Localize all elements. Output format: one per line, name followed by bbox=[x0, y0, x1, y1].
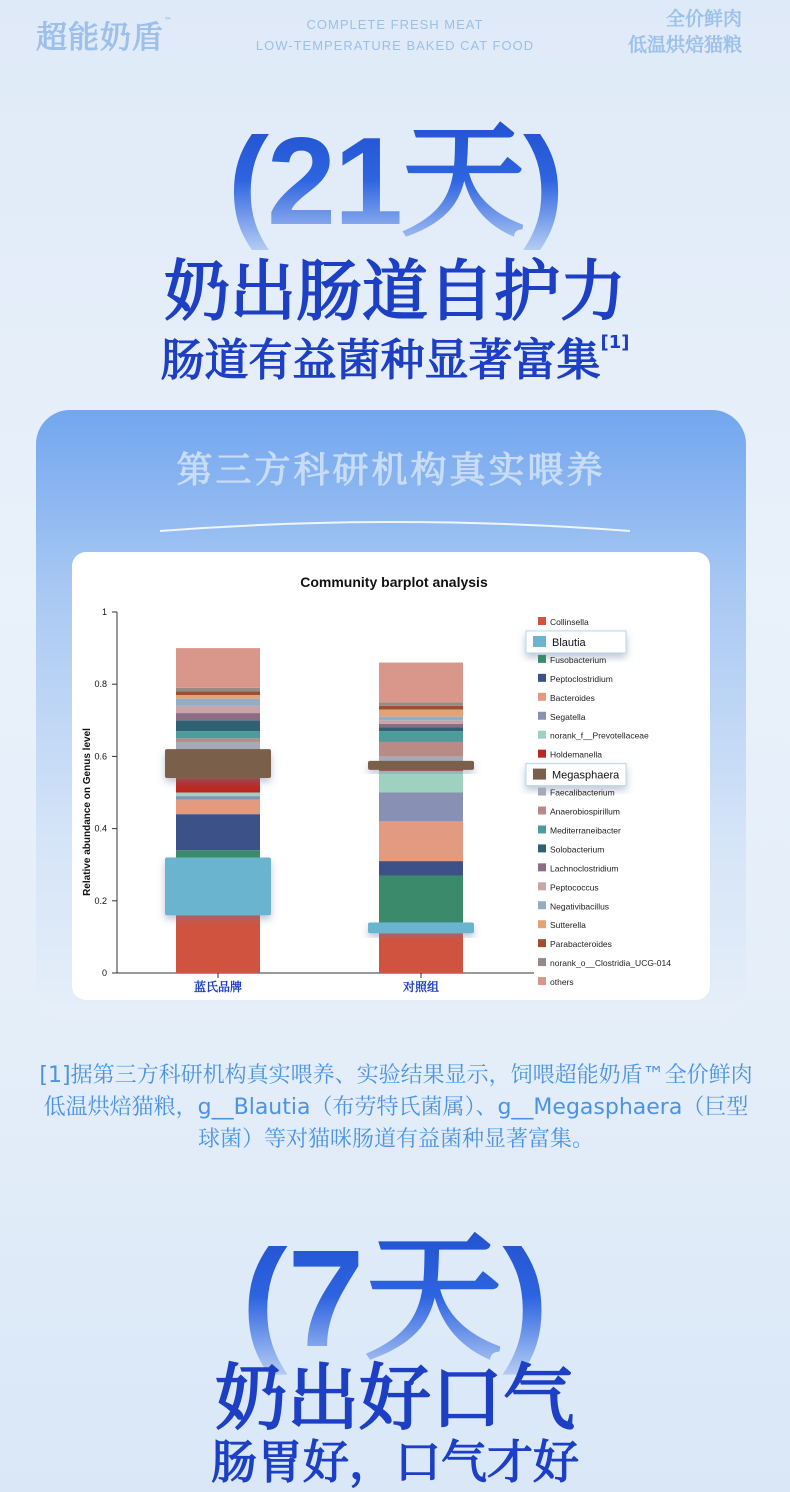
legend-label-solobacterium: Solobacterium bbox=[550, 844, 605, 855]
tagline-cn bbox=[628, 6, 742, 58]
brand-name: 超能奶盾 bbox=[36, 20, 164, 56]
bar-segment-collinsella bbox=[176, 915, 260, 973]
y-axis-label: Relative abundance on Genus level bbox=[82, 728, 93, 896]
legend-label-megasphaera: Megasphaera bbox=[552, 769, 620, 782]
tagline-en bbox=[230, 14, 560, 56]
brand-tm: ™ bbox=[164, 16, 173, 25]
bar-segment-lachnoclostridium bbox=[379, 724, 463, 728]
bar-segment-negativibacillus bbox=[176, 699, 260, 706]
legend-swatch-megasphaera bbox=[533, 769, 546, 780]
bar-segment-collinsella bbox=[379, 933, 463, 973]
bar-segment-solobacterium bbox=[379, 728, 463, 732]
bar-segment-lachnoclostridium bbox=[176, 713, 260, 720]
bar-segment-peptococcus bbox=[176, 706, 260, 713]
bar-segment-peptoclostridium bbox=[176, 814, 260, 850]
section2-headline: 奶出好口气 bbox=[214, 1356, 575, 1440]
legend-swatch-solobacterium bbox=[538, 844, 546, 852]
legend-label-peptococcus: Peptococcus bbox=[550, 882, 599, 893]
x-category-label: 对照组 bbox=[402, 980, 440, 994]
bar-segment-negativibacillus bbox=[379, 717, 463, 721]
days-7-heading: (7天) bbox=[0, 1188, 790, 1386]
bar-segment-peptoclostridium bbox=[379, 861, 463, 875]
subheadline-text: 肠道有益菌种显著富集 bbox=[160, 335, 601, 386]
y-tick-label: 1 bbox=[101, 607, 107, 617]
tagline-en-line2: LOW-TEMPERATURE BAKED CAT FOOD bbox=[255, 38, 535, 53]
legend-swatch-fusobacterium bbox=[538, 655, 546, 663]
highlight-segment-blautia bbox=[165, 857, 271, 915]
chart-title: Community barplot analysis bbox=[300, 574, 488, 590]
bar-segment-bacteroides bbox=[379, 821, 463, 861]
reference-mark: [1] bbox=[600, 332, 630, 353]
y-tick-label: 0.2 bbox=[94, 895, 107, 906]
bar-segment-norank-o-clostridia-ucg-014 bbox=[379, 702, 463, 706]
legend-swatch-norank-f-prevotellaceae bbox=[538, 731, 546, 739]
bar-segment-anaerobiospirillum bbox=[176, 738, 260, 742]
tagline-en-line1: COMPLETE FRESH MEAT bbox=[306, 17, 484, 32]
bar-segment-peptococcus bbox=[379, 720, 463, 724]
legend-swatch-peptococcus bbox=[538, 882, 546, 890]
y-tick-label: 0 bbox=[101, 968, 107, 978]
legend-label-parabacteroides: Parabacteroides bbox=[550, 939, 612, 950]
bar-segment-sutterella bbox=[176, 695, 260, 699]
bar-segment-mediterraneibacter bbox=[176, 731, 260, 738]
bar-segment-others bbox=[176, 648, 260, 688]
legend-label-peptoclostridium: Peptoclostridium bbox=[550, 673, 613, 684]
legend-label-anaerobiospirillum: Anaerobiospirillum bbox=[550, 806, 620, 817]
chart-card bbox=[72, 552, 710, 1000]
legend-swatch-others bbox=[538, 977, 546, 985]
bar-segment-holdemanella bbox=[176, 778, 260, 792]
bar-segment-parabacteroides bbox=[176, 691, 260, 695]
legend-swatch-peptoclostridium bbox=[538, 674, 546, 682]
section2-subheadline: 肠胃好，口气才好 bbox=[211, 1435, 579, 1489]
tagline-cn-line2: 低温烘焙猫粮 bbox=[627, 34, 742, 56]
legend-swatch-holdemanella bbox=[538, 750, 546, 758]
bar-segment-norank-f-prevotellaceae bbox=[176, 793, 260, 797]
legend-label-collinsella: Collinsella bbox=[550, 617, 589, 627]
brand-logo bbox=[36, 12, 173, 57]
bar-segment-segatella bbox=[379, 793, 463, 822]
legend bbox=[526, 617, 671, 987]
plot-area bbox=[94, 607, 534, 994]
legend-label-blautia: Blautia bbox=[552, 636, 586, 649]
legend-swatch-faecalibacterium bbox=[538, 788, 546, 796]
bar-segment-segatella bbox=[176, 796, 260, 800]
x-category-label: 蓝氏品牌 bbox=[193, 980, 243, 994]
community-barplot-chart bbox=[72, 552, 710, 1000]
tagline-cn-line1: 全价鲜肉 bbox=[665, 8, 742, 30]
legend-label-others: others bbox=[550, 977, 574, 988]
bar-segment-others bbox=[379, 663, 463, 703]
legend-swatch-parabacteroides bbox=[538, 939, 546, 947]
bar-segment-solobacterium bbox=[176, 720, 260, 731]
bar-segment-fusobacterium bbox=[176, 850, 260, 857]
y-tick-label: 0.4 bbox=[94, 823, 107, 834]
bar-segment-norank-o-clostridia-ucg-014 bbox=[176, 688, 260, 692]
bar-segment-mediterraneibacter bbox=[379, 731, 463, 742]
bar-segment-anaerobiospirillum bbox=[379, 742, 463, 756]
legend-label-lachnoclostridium: Lachnoclostridium bbox=[550, 863, 619, 874]
days-21-heading: (21天) bbox=[0, 82, 790, 260]
legend-label-bacteroides: Bacteroides bbox=[550, 692, 595, 703]
y-tick-label: 0.8 bbox=[94, 679, 107, 690]
legend-swatch-negativibacillus bbox=[538, 901, 546, 909]
bar-segment-fusobacterium bbox=[379, 876, 463, 923]
legend-swatch-segatella bbox=[538, 712, 546, 720]
bar-segment-norank-f-prevotellaceae bbox=[379, 771, 463, 793]
legend-label-holdemanella: Holdemanella bbox=[550, 749, 602, 760]
panel-title: 第三方科研机构真实喂养 bbox=[176, 450, 606, 491]
legend-label-faecalibacterium: Faecalibacterium bbox=[550, 787, 615, 798]
bar-segment-faecalibacterium bbox=[176, 742, 260, 749]
legend-swatch-norank-o-clostridia-ucg-014 bbox=[538, 958, 546, 966]
legend-label-norank-f-prevotellaceae: norank_f__Prevotellaceae bbox=[550, 730, 649, 741]
bar-segment-bacteroides bbox=[176, 800, 260, 814]
legend-label-segatella: Segatella bbox=[550, 711, 586, 722]
legend-label-mediterraneibacter: Mediterraneibacter bbox=[550, 825, 621, 836]
highlight-segment-blautia bbox=[368, 922, 474, 933]
y-tick-label: 0.6 bbox=[94, 751, 107, 762]
legend-swatch-mediterraneibacter bbox=[538, 825, 546, 833]
legend-swatch-lachnoclostridium bbox=[538, 863, 546, 871]
legend-swatch-blautia bbox=[533, 636, 546, 647]
footnote: [1]据第三方科研机构真实喂养、实验结果显示，饲喂超能奶盾™全价鲜肉低温烘焙猫粮，g__Blautia（布劳特氏菌属）、g__Megasphaera（巨型球菌）等对猫咪肠道有益菌种显著富集。 bbox=[39, 1063, 753, 1152]
legend-label-sutterella: Sutterella bbox=[550, 920, 586, 931]
panel-divider-arc bbox=[160, 519, 630, 533]
bar-segment-sutterella bbox=[379, 709, 463, 716]
section1-headline: 奶出肠道自护力 bbox=[164, 253, 626, 330]
legend-label-fusobacterium: Fusobacterium bbox=[550, 654, 607, 665]
legend-label-negativibacillus: Negativibacillus bbox=[550, 901, 610, 912]
legend-swatch-sutterella bbox=[538, 920, 546, 928]
legend-label-norank-o-clostridia-ucg-014: norank_o__Clostridia_UCG-014 bbox=[550, 958, 671, 969]
highlight-segment-megasphaera bbox=[165, 749, 271, 778]
legend-swatch-collinsella bbox=[538, 617, 546, 625]
bar-segment-parabacteroides bbox=[379, 706, 463, 710]
highlight-segment-megasphaera bbox=[368, 761, 474, 770]
section1-subheadline bbox=[0, 324, 790, 388]
legend-swatch-anaerobiospirillum bbox=[538, 807, 546, 815]
legend-swatch-bacteroides bbox=[538, 693, 546, 701]
